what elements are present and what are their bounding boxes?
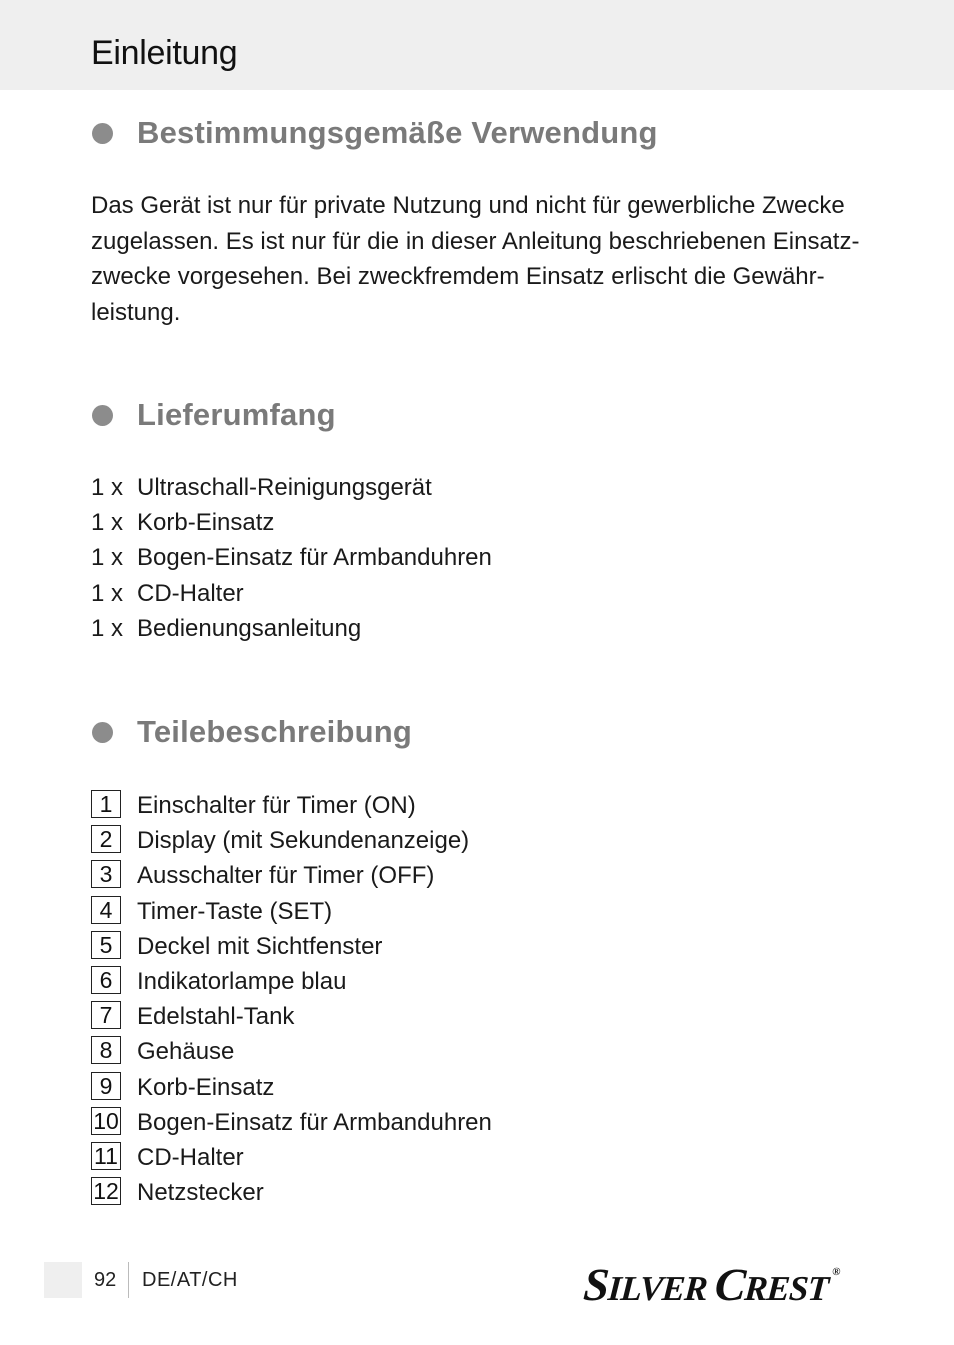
part-item [91,788,691,823]
part-label: Indikatorlampe blau [137,967,347,995]
paragraph-line: Das Gerät ist nur für private Nutzung und nicht für gewerbliche Zwecke [91,192,845,219]
item-label: Bedienungsanleitung [137,614,362,642]
part-number-box: 10 [91,1107,121,1135]
section-lieferumfang-heading [91,395,336,435]
paragraph-line: zwecke vorgesehen. Bei zweckfremdem Einsatz erlischt die Gewähr- [91,263,825,290]
heading-lieferumfang: Lieferumfang [137,397,336,432]
list-item [91,470,691,505]
footer-divider [128,1262,129,1298]
item-quantity: 1 x [91,579,124,607]
part-item [91,1105,691,1140]
logo-letters: ILVER [606,1269,709,1308]
bullet-icon [92,722,113,743]
heading-teile: Teilebeschreibung [137,714,412,749]
part-label: Edelstahl-Tank [137,1003,295,1031]
registered-mark-icon: ® [831,1266,840,1278]
part-number-box: 9 [91,1072,121,1100]
part-label: Bogen-Einsatz für Armbanduhren [137,1108,492,1136]
part-item [91,1175,691,1210]
item-quantity: 1 x [91,614,124,642]
part-number-box: 4 [91,896,121,924]
part-item [91,823,691,858]
list-item [91,576,691,611]
part-label: Korb-Einsatz [137,1073,275,1101]
part-label: CD-Halter [137,1143,244,1171]
item-label: Bogen-Einsatz für Armbanduhren [137,544,492,572]
part-item [91,1070,691,1105]
item-quantity: 1 x [91,509,124,537]
item-label: Ultraschall-Reinigungsgerät [137,474,432,501]
part-number-box: 2 [91,825,121,853]
paragraph-line: zugelassen. Es ist nur für die in dieser Anleitung beschriebenen Einsatz- [91,227,860,255]
item-quantity: 1 x [91,544,124,572]
logo-letters: REST [743,1269,830,1308]
part-label: Display (mit Sekundenanzeige) [137,827,470,855]
part-label: Timer-Taste (SET) [137,897,333,925]
part-number-box: 1 [91,790,121,818]
page-title: Einleitung [91,34,238,72]
part-number-box: 3 [91,860,121,888]
logo-letter: C [713,1259,747,1310]
item-label: Korb-Einsatz [137,509,275,537]
country-code: DE/AT/CH [142,1269,238,1291]
footer-marker-box [44,1262,82,1298]
part-item [91,999,691,1034]
item-quantity: 1 x [91,474,124,501]
part-label: Gehäuse [137,1038,235,1066]
part-item [91,1140,691,1175]
teile-list [91,788,691,1210]
part-item [91,858,691,893]
part-number-box: 12 [91,1177,121,1205]
silvercrest-logo [581,1258,840,1310]
list-item [91,611,691,646]
item-label: CD-Halter [137,579,244,607]
part-item [91,1034,691,1069]
part-item [91,964,691,999]
part-number-box: 8 [91,1036,121,1064]
bullet-icon [92,123,113,144]
part-label: Einschalter für Timer (ON) [137,792,416,819]
part-number-box: 6 [91,966,121,994]
part-item [91,929,691,964]
part-number-box: 5 [91,931,121,959]
part-number-box: 7 [91,1001,121,1029]
section-teile-heading [91,712,412,752]
verwendung-paragraph [91,188,881,330]
bullet-icon [92,405,113,426]
part-item [91,894,691,929]
part-label: Netzstecker [137,1179,264,1207]
paragraph-line: leistung. [91,298,181,326]
lieferumfang-list [91,470,691,646]
logo-letter: S [581,1259,611,1310]
list-item [91,540,691,575]
section-verwendung-heading [91,113,658,153]
part-number-box: 11 [91,1142,121,1170]
part-label: Deckel mit Sichtfenster [137,932,383,960]
page-number: 92 [94,1269,117,1291]
list-item [91,505,691,540]
heading-verwendung: Bestimmungsgemäße Verwendung [137,115,658,150]
part-label: Ausschalter für Timer (OFF) [137,862,435,890]
